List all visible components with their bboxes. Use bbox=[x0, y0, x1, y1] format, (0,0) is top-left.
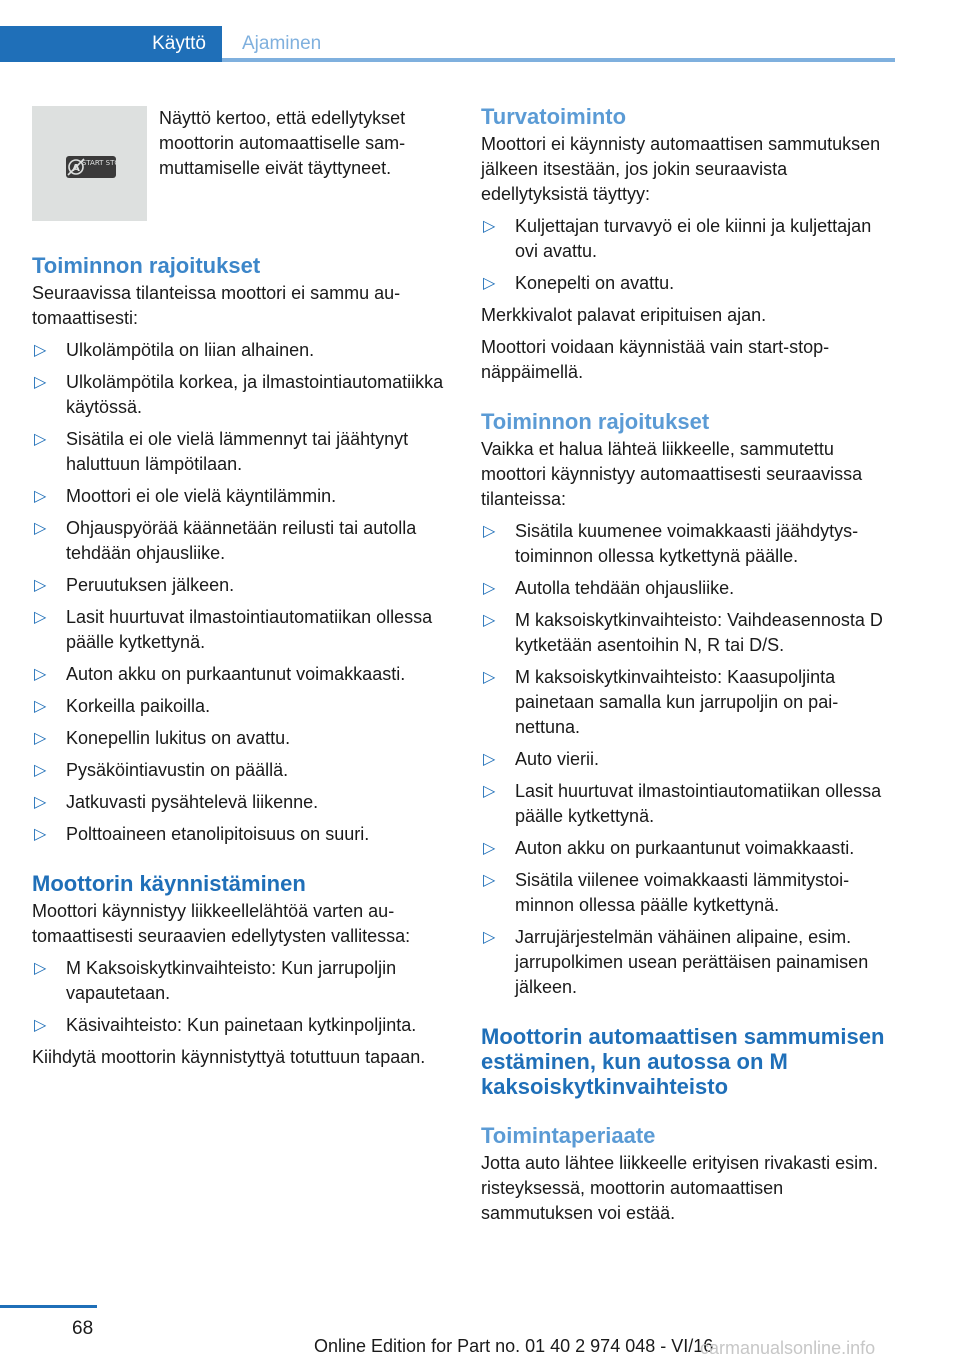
list-item bbox=[32, 484, 447, 509]
list-item bbox=[32, 573, 447, 598]
left-column bbox=[32, 100, 447, 1070]
list-item-text: Pysäköintiavustin on päällä. bbox=[66, 760, 289, 780]
list-item bbox=[481, 665, 896, 740]
bullet-icon: ▷ bbox=[34, 730, 47, 747]
list-item bbox=[481, 836, 896, 861]
bullet-icon: ▷ bbox=[483, 580, 496, 597]
list-item-text: Autolla tehdään ohjausliike. bbox=[515, 578, 735, 598]
page-number: 68 bbox=[72, 1318, 94, 1339]
section-title-principle: Toimintaperiaate bbox=[481, 1123, 656, 1148]
bullet-icon: ▷ bbox=[483, 872, 496, 889]
list-item-text: Ulkolämpötila on liian alhainen. bbox=[66, 340, 315, 360]
list-item bbox=[32, 694, 447, 719]
bullet-icon: ▷ bbox=[483, 275, 496, 292]
list-item bbox=[481, 747, 896, 772]
bullet-icon: ▷ bbox=[483, 929, 496, 946]
indicator-caption: Näyttö kertoo, että edellytykset moottorin automaattiselle sammuttamiselle eivät täyttyneet. bbox=[159, 108, 406, 178]
list-item bbox=[32, 605, 447, 655]
svg-text:START STOP: START STOP bbox=[81, 159, 125, 167]
bullet-icon: ▷ bbox=[483, 783, 496, 800]
limitations-right-intro: Vaikka et halua lähteä liikkeelle, sammutettu moottori käynnistyy automaattisesti seuraavissa tilanteissa: bbox=[481, 439, 863, 509]
list-item-text: M Kaksoiskytkinvaihteisto: Kun jarrupoljin vapautetaan. bbox=[66, 958, 397, 1003]
right-column bbox=[481, 100, 896, 1226]
list-item-text: Korkeilla paikoilla. bbox=[66, 696, 211, 716]
bullet-icon: ▷ bbox=[34, 698, 47, 715]
list-item bbox=[32, 956, 447, 1006]
list-item-text: Jatkuvasti pysähtelevä liikenne. bbox=[66, 792, 319, 812]
tab-kaytto[interactable] bbox=[0, 26, 222, 62]
list-item-text: Lasit huurtuvat ilmastointiautomatiikan ollessa päälle kytkettynä. bbox=[66, 607, 433, 652]
bullet-icon: ▷ bbox=[34, 794, 47, 811]
edition-text: Online Edition for Part no. 01 40 2 974 048 - VI/16 bbox=[314, 1336, 714, 1356]
list-item-text: Sisätila kuumenee voimakkaasti jäähdytystoiminnon ollessa kytkettynä päälle. bbox=[515, 521, 859, 566]
engine-start-outro: Kiihdytä moottorin käynnistyttyä totuttuun tapaan. bbox=[32, 1047, 426, 1067]
list-item bbox=[481, 519, 896, 569]
tab-kaytto-label: Käyttö bbox=[152, 33, 206, 54]
list-item-text: Auton akku on purkaantunut voimakkaasti. bbox=[66, 664, 406, 684]
list-item-text: Auton akku on purkaantunut voimakkaasti. bbox=[515, 838, 855, 858]
list-item bbox=[32, 370, 447, 420]
footer-line bbox=[0, 1305, 97, 1308]
bullet-icon: ▷ bbox=[483, 218, 496, 235]
list-item bbox=[481, 214, 896, 264]
safety-note-2: Moottori voidaan käynnistää vain start-stop-näppäimellä. bbox=[481, 337, 830, 382]
bullet-icon: ▷ bbox=[34, 374, 47, 391]
list-item-text: Ohjauspyörää käännetään reilusti tai autolla tehdään ohjausliike. bbox=[66, 518, 417, 563]
list-item-text: Käsivaihteisto: Kun painetaan kytkinpoljinta. bbox=[66, 1015, 417, 1035]
list-item bbox=[481, 576, 896, 601]
bullet-icon: ▷ bbox=[34, 1017, 47, 1034]
tab-ajaminen[interactable] bbox=[222, 26, 895, 62]
safety-note-1: Merkkivalot palavat eripituisen ajan. bbox=[481, 305, 767, 325]
bullet-icon: ▷ bbox=[34, 666, 47, 683]
list-item bbox=[32, 662, 447, 687]
safety-list bbox=[481, 214, 896, 296]
svg-text:A: A bbox=[72, 163, 80, 174]
engine-start-list bbox=[32, 956, 447, 1038]
bullet-icon: ▷ bbox=[34, 609, 47, 626]
bullet-icon: ▷ bbox=[34, 826, 47, 843]
list-item-text: Ulkolämpötila korkea, ja ilmastointiautomatiikka käytössä. bbox=[66, 372, 444, 417]
bullet-icon: ▷ bbox=[34, 577, 47, 594]
section-title-limitations-right: Toiminnon rajoitukset bbox=[481, 409, 710, 434]
start-stop-label-graphic bbox=[81, 157, 125, 177]
section-title-prevent-shutdown: Moottorin automaattisen sammumisen estäminen, kun autossa on M kaksoiskytkinvaihteisto bbox=[481, 1024, 885, 1099]
list-item-text: Peruutuksen jälkeen. bbox=[66, 575, 235, 595]
list-item bbox=[481, 271, 896, 296]
section-title-safety: Turvatoiminto bbox=[481, 104, 627, 129]
list-item-text: Sisätila viilenee voimakkaasti lämmitystoiminnon ollessa päälle kytkettynä. bbox=[515, 870, 850, 915]
safety-intro: Moottori ei käynnisty automaattisen sammutuksen jälkeen itsestään, jos jokin seuraavista edellytyksistä täyttyy: bbox=[481, 134, 881, 204]
start-stop-indicator-block bbox=[32, 106, 447, 221]
limitations-intro: Seuraavissa tilanteissa moottori ei sammu automaattisesti: bbox=[32, 283, 401, 328]
list-item bbox=[32, 516, 447, 566]
bullet-icon: ▷ bbox=[34, 342, 47, 359]
bullet-icon: ▷ bbox=[483, 751, 496, 768]
bullet-icon: ▷ bbox=[34, 431, 47, 448]
list-item-text: M kaksoiskytkinvaihteisto: Kaasupoljinta painetaan samalla kun jarrupoljin on painettuna. bbox=[515, 667, 839, 737]
bullet-icon: ▷ bbox=[483, 612, 496, 629]
list-item bbox=[32, 758, 447, 783]
list-item bbox=[32, 427, 447, 477]
list-item-text: Lasit huurtuvat ilmastointiautomatiikan ollessa päälle kytkettynä. bbox=[515, 781, 882, 826]
list-item bbox=[481, 779, 896, 829]
list-item-text: Sisätila ei ole vielä lämmennyt tai jäähtynyt haluttuun lämpötilaan. bbox=[66, 429, 409, 474]
list-item bbox=[481, 868, 896, 918]
list-item-text: Konepellin lukitus on avattu. bbox=[66, 728, 291, 748]
list-item-text: M kaksoiskytkinvaihteisto: Vaihdeasennosta D kytketään asentoihin N, R tai D/S. bbox=[515, 610, 883, 655]
tab-ajaminen-label: Ajaminen bbox=[242, 33, 322, 54]
list-item-text: Auto vierii. bbox=[515, 749, 600, 769]
list-item-text: Konepelti on avattu. bbox=[515, 273, 675, 293]
list-item bbox=[481, 608, 896, 658]
list-item-text: Moottori ei ole vielä käyntilämmin. bbox=[66, 486, 337, 506]
limitations-right-list bbox=[481, 519, 896, 1000]
watermark: carmanualsonline.info bbox=[700, 1338, 876, 1358]
list-item bbox=[32, 822, 447, 847]
engine-start-intro: Moottori käynnistyy liikkeellelähtöä varten automaattisesti seuraavien edellytysten vallitessa: bbox=[32, 901, 411, 946]
bullet-icon: ▷ bbox=[34, 762, 47, 779]
bullet-icon: ▷ bbox=[483, 523, 496, 540]
limitations-list bbox=[32, 338, 447, 847]
list-item bbox=[32, 726, 447, 751]
bullet-icon: ▷ bbox=[34, 960, 47, 977]
bullet-icon: ▷ bbox=[483, 669, 496, 686]
list-item-text: Polttoaineen etanolipitoisuus on suuri. bbox=[66, 824, 370, 844]
section-title-limitations: Toiminnon rajoitukset bbox=[32, 253, 261, 278]
start-stop-indicator-image bbox=[32, 106, 147, 221]
list-item-text: Kuljettajan turvavyö ei ole kiinni ja kuljettajan ovi avattu. bbox=[515, 216, 872, 261]
list-item bbox=[32, 1013, 447, 1038]
bullet-icon: ▷ bbox=[483, 840, 496, 857]
list-item bbox=[32, 338, 447, 363]
list-item bbox=[481, 925, 896, 1000]
list-item bbox=[32, 790, 447, 815]
bullet-icon: ▷ bbox=[34, 488, 47, 505]
section-title-engine-start: Moottorin käynnistäminen bbox=[32, 871, 306, 896]
header-tabs bbox=[0, 26, 895, 62]
bullet-icon: ▷ bbox=[34, 520, 47, 537]
principle-text: Jotta auto lähtee liikkeelle erityisen rivakasti esim. risteyksessä, moottorin automaattisen sammutuksen voi estää. bbox=[481, 1153, 879, 1223]
list-item-text: Jarrujärjestelmän vähäinen alipaine, esim. jarrupolkimen usean perättäisen painamisen jälkeen. bbox=[515, 927, 869, 997]
